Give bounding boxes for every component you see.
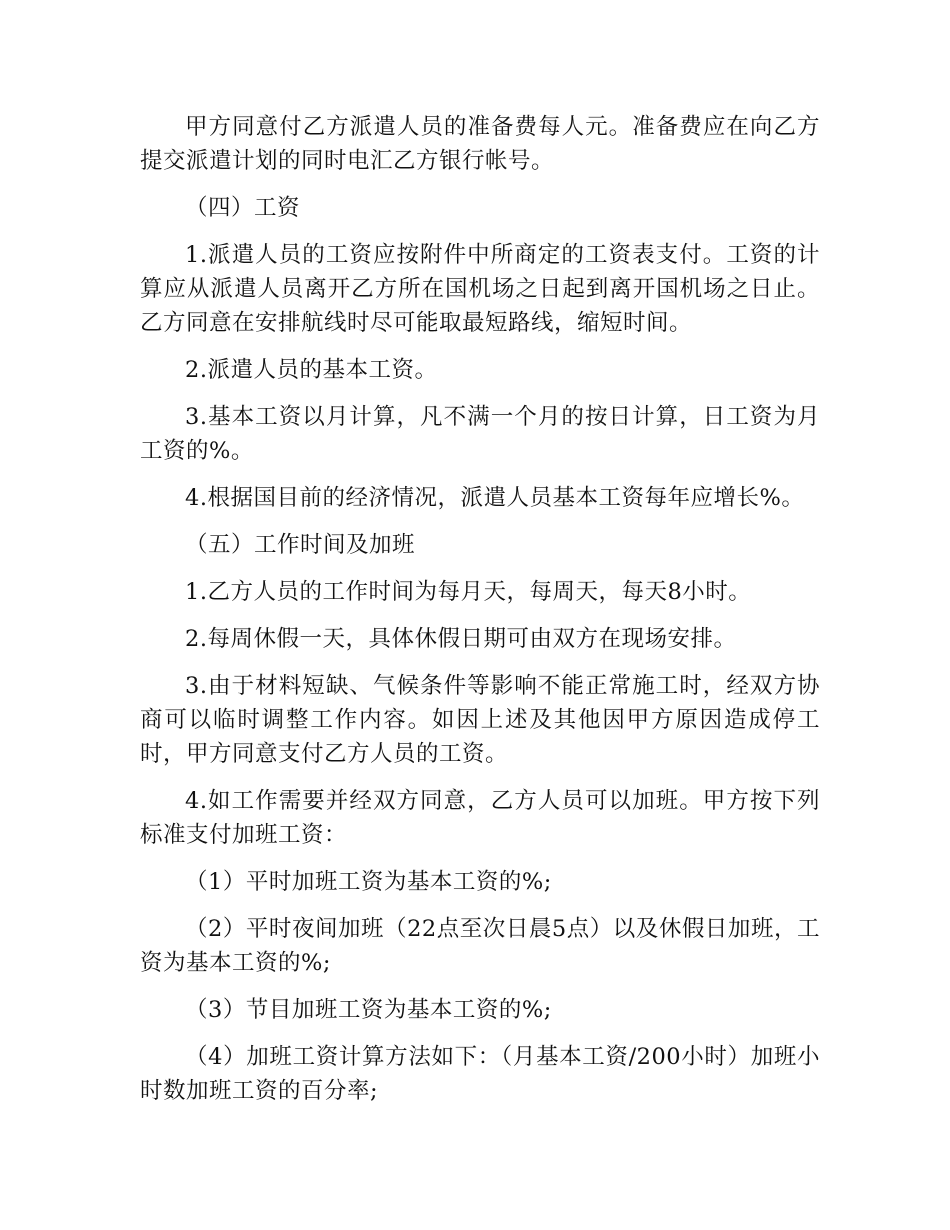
- paragraph-weekly-rest: 2.每周休假一天，具体休假日期可由双方在现场安排。: [185, 626, 737, 652]
- paragraph-monthly-calculation: 3.基本工资以月计算，凡不满一个月的按日计算，日工资为月工资的%。: [140, 404, 820, 464]
- paragraph-annual-increase: 4.根据国目前的经济情况，派遣人员基本工资每年应增长%。: [185, 485, 805, 511]
- list-item-night-overtime: （2）平时夜间加班（22点至次日晨5点）以及休假日加班，工资为基本工资的%;: [140, 916, 820, 976]
- document-page: [140, 110, 820, 1121]
- paragraph-wage-payment: 1.派遣人员的工资应按附件中所商定的工资表支付。工资的计算应从派遣人员离开乙方所在国机场之日起到离开国机场之日止。乙方同意在安排航线时尽可能取最短路线，缩短时间。: [140, 242, 820, 336]
- paragraph-working-time: 1.乙方人员的工作时间为每月天，每周天，每天8小时。: [185, 579, 752, 605]
- list-item-regular-overtime: （1）平时加班工资为基本工资的%;: [185, 869, 552, 895]
- list-item-holiday-overtime: （3）节目加班工资为基本工资的%;: [185, 997, 552, 1023]
- paragraph-basic-wage: 2.派遣人员的基本工资。: [185, 357, 438, 383]
- paragraph-overtime: 4.如工作需要并经双方同意，乙方人员可以加班。甲方按下列标准支付加班工资：: [140, 788, 820, 848]
- section-heading-wages: （四）工资: [185, 195, 301, 221]
- list-item-overtime-formula: （4）加班工资计算方法如下：（月基本工资/200小时）加班小时数加班工资的百分率;: [140, 1044, 820, 1104]
- section-heading-working-hours: （五）工作时间及加班: [185, 532, 416, 558]
- paragraph-preparation-fee: 甲方同意付乙方派遣人员的准备费每人元。准备费应在向乙方提交派遣计划的同时电汇乙方银行帐号。: [140, 114, 820, 174]
- paragraph-work-adjustment: 3.由于材料短缺、气候条件等影响不能正常施工时，经双方协商可以临时调整工作内容。如因上述及其他因甲方原因造成停工时，甲方同意支付乙方人员的工资。: [140, 673, 820, 767]
